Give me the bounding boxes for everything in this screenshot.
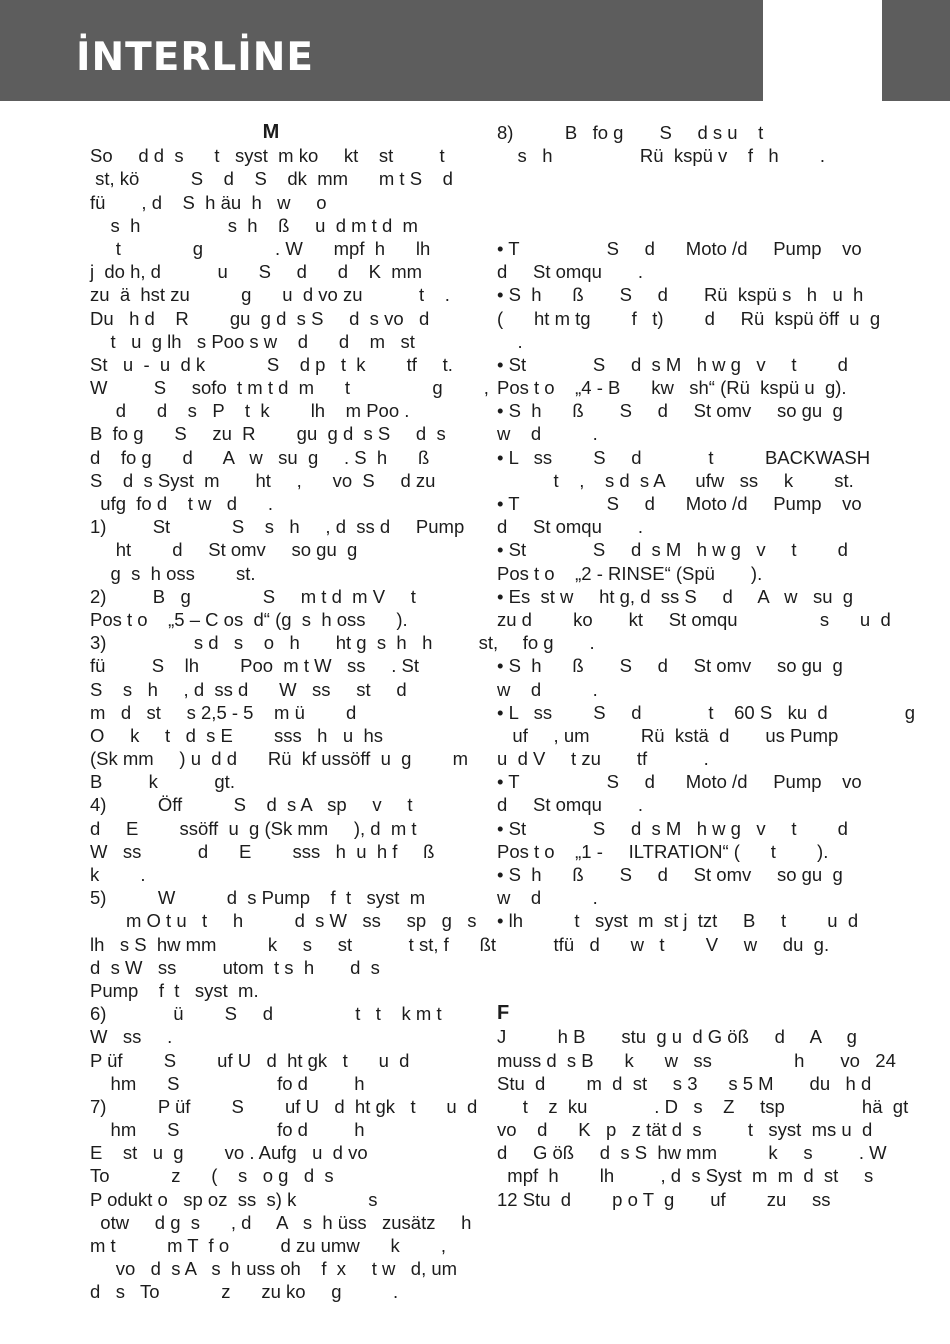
brand-logo: İNTERLİNE	[76, 35, 315, 80]
text-line: d s To z zu ko g .	[90, 1281, 399, 1303]
text-line: 4) Öff S d s A sp v t	[90, 794, 413, 816]
text-line: W ss .	[90, 1026, 173, 1048]
text-line: lh s S hw mm k s st t st, f ßt	[90, 933, 497, 955]
page-header	[0, 0, 950, 101]
bullet-line: u d V t zu tf .	[497, 748, 709, 770]
bullet-line: w d .	[497, 678, 598, 700]
header-tab	[763, 0, 882, 101]
text-line: S s h , d ss d W ss st d	[90, 678, 407, 700]
text-line: fü S lh Poo m t W ss . St	[90, 655, 419, 677]
bullet-line: ( ht m tg f t) d Rü kspü öff u g	[497, 307, 881, 329]
text-line: ht d St omv so gu g	[90, 539, 358, 561]
text-line: m O t u t h d s W ss sp g s	[90, 910, 477, 932]
text-line: 2) B g S m t d m V t	[90, 585, 416, 607]
text-line: fü , d S h äu h w o	[90, 191, 327, 213]
text-line: P üf S uf U d ht gk t u d	[90, 1049, 410, 1071]
bullet-line: tfü d w t V w du g.	[497, 933, 830, 955]
text-line: vo d K p z tät d s t syst ms u d	[497, 1119, 873, 1141]
bullet-line: w d .	[497, 887, 598, 909]
text-line: zu ä hst zu g u d vo zu t .	[90, 284, 450, 306]
section-heading: F	[497, 1002, 510, 1025]
text-line: d s W ss utom t s h d s	[90, 956, 380, 978]
text-line: 5) W d s Pump f t syst m	[90, 887, 426, 909]
bullet-line: • Es st w ht g, d ss S d A w su g	[497, 585, 854, 607]
text-line: 8) B fo g S d s u t	[497, 122, 764, 143]
bullet-line: w d .	[497, 423, 598, 445]
bullet-line: t , s d s A ufw ss k st.	[497, 469, 854, 491]
text-line: t z ku . D s Z tsp hä gt	[497, 1095, 909, 1117]
text-line: t u g lh s Poo s w d d m st	[90, 330, 415, 352]
text-line: k .	[90, 864, 146, 885]
bullet-line: • St S d s M h w g v t d	[497, 353, 848, 375]
left-body	[90, 144, 499, 1303]
bullet-line: d St omqu .	[497, 261, 644, 283]
text-line: muss d s B k w ss h vo 24	[497, 1049, 896, 1071]
text-line: s h s h ß u d m t d m	[90, 214, 418, 236]
instruction-bullets	[497, 237, 916, 956]
left-column	[90, 121, 499, 1304]
bullet-line: Pos t o „2 - RINSE“ (Spü ).	[497, 562, 763, 584]
bullet-line: uf , um Rü kstä d us Pump	[497, 724, 839, 746]
text-line: d G öß d s S hw mm k s . W	[497, 1142, 887, 1164]
text-line: J h B stu g u d G öß d A g	[497, 1026, 857, 1048]
bullet-line: • T S d Moto /d Pump vo	[497, 237, 862, 259]
text-line: t g . W mpf h lh	[90, 237, 431, 259]
text-line: d E ssöff u g (Sk mm ), d m t	[90, 817, 417, 839]
text-line: hm S fo d h	[90, 1119, 365, 1141]
bullet-line: • S h ß S d Rü kspü s h u h	[497, 284, 864, 306]
text-line: 3) s d s o h ht g s h h st,	[90, 632, 499, 654]
text-line: Pump f t syst m.	[90, 979, 259, 1001]
text-line: ufg fo d t w d .	[90, 493, 274, 514]
text-line: P odukt o sp oz ss s) k s	[90, 1188, 378, 1210]
bullet-line: d St omqu .	[497, 794, 644, 816]
bullet-line: zu d ko kt St omqu s u d	[497, 608, 891, 630]
text-line: W S sofo t m t d m t g ,	[90, 377, 489, 399]
bullet-line: Pos t o „1 - ILTRATION“ ( t ).	[497, 840, 829, 862]
text-line: d d s P t k lh m Poo .	[90, 400, 410, 422]
text-line: vo d s A s h uss oh f x t w d, um	[90, 1258, 458, 1280]
text-line: Stu d m d st s 3 s 5 M du h d	[497, 1072, 872, 1094]
text-line: mpf h lh , d s Syst m m d st s	[497, 1165, 874, 1187]
text-line: (Sk mm ) u d d Rü kf ussöff u g m	[90, 748, 468, 770]
section-heading: M	[262, 121, 280, 143]
text-line: 7) P üf S uf U d ht gk t u d	[90, 1095, 478, 1117]
section-body	[497, 1025, 909, 1211]
bullet-line: • L ss S d t BACKWASH	[497, 446, 871, 468]
bullet-line: • S h ß S d St omv so gu g	[497, 400, 843, 422]
bullet-line: • lh t syst m st j tzt B t u d	[497, 910, 859, 932]
text-line: O k t d s E sss h u hs	[90, 724, 384, 746]
bullet-line: • T S d Moto /d Pump vo	[497, 771, 862, 793]
text-line: B k gt.	[90, 771, 235, 793]
text-line: S d s Syst m ht , vo S d zu	[90, 469, 436, 491]
text-line: st, kö S d S dk mm m t S d	[90, 168, 453, 190]
text-line: Du h d R gu g d s S d s vo d	[90, 307, 430, 329]
text-line: g s h oss st.	[90, 562, 256, 584]
bullet-line: d St omqu .	[497, 516, 644, 538]
right-intro	[497, 121, 862, 167]
text-line: d fo g d A w su g . S h ß	[90, 446, 430, 468]
text-line: 12 Stu d p o T g uf zu ss	[497, 1188, 831, 1210]
bullet-line: • St S d s M h w g v t d	[497, 817, 848, 839]
text-line: E st u g vo . Aufg u d vo	[90, 1142, 368, 1164]
text-line: So d d s t syst m ko kt st t	[90, 145, 445, 167]
text-line: B fo g S zu R gu g d s S d s	[90, 423, 446, 445]
text-line: m t m T f o d zu umw k ,	[90, 1235, 447, 1256]
bullet-line: • S h ß S d St omv so gu g	[497, 655, 843, 677]
bullet-line: • L ss S d t 60 S ku d g	[497, 701, 916, 723]
text-line: 1) St S s h , d ss d Pump	[90, 516, 465, 538]
text-line: St u - u d k S d p t k tf t.	[90, 353, 453, 375]
bullet-line: • S h ß S d St omv so gu g	[497, 864, 843, 885]
bullet-line: .	[497, 330, 523, 352]
text-line: otw d g s , d A s h üss zusätz h	[90, 1211, 472, 1233]
text-line: Pos t o „5 – C os d“ (g s h oss ).	[90, 608, 408, 630]
text-line: m d st s 2,5 - 5 m ü d	[90, 701, 357, 723]
bullet-line: • St S d s M h w g v t d	[497, 539, 848, 561]
bullet-line: Pos t o „4 - B kw sh“ (Rü kspü u g).	[497, 377, 847, 399]
text-line: W ss d E sss h u h f ß	[90, 840, 435, 862]
right-column	[497, 121, 916, 1211]
text-line: To z ( s o g d s	[90, 1165, 334, 1187]
bullet-line: • T S d Moto /d Pump vo	[497, 493, 862, 514]
text-line: s h Rü kspü v f h .	[497, 145, 825, 167]
text-line: j do h, d u S d d K mm	[90, 261, 423, 283]
bullet-line: fo g .	[497, 632, 595, 654]
text-line: hm S fo d h	[90, 1072, 365, 1094]
text-line: 6) ü S d t t k m t	[90, 1003, 442, 1025]
